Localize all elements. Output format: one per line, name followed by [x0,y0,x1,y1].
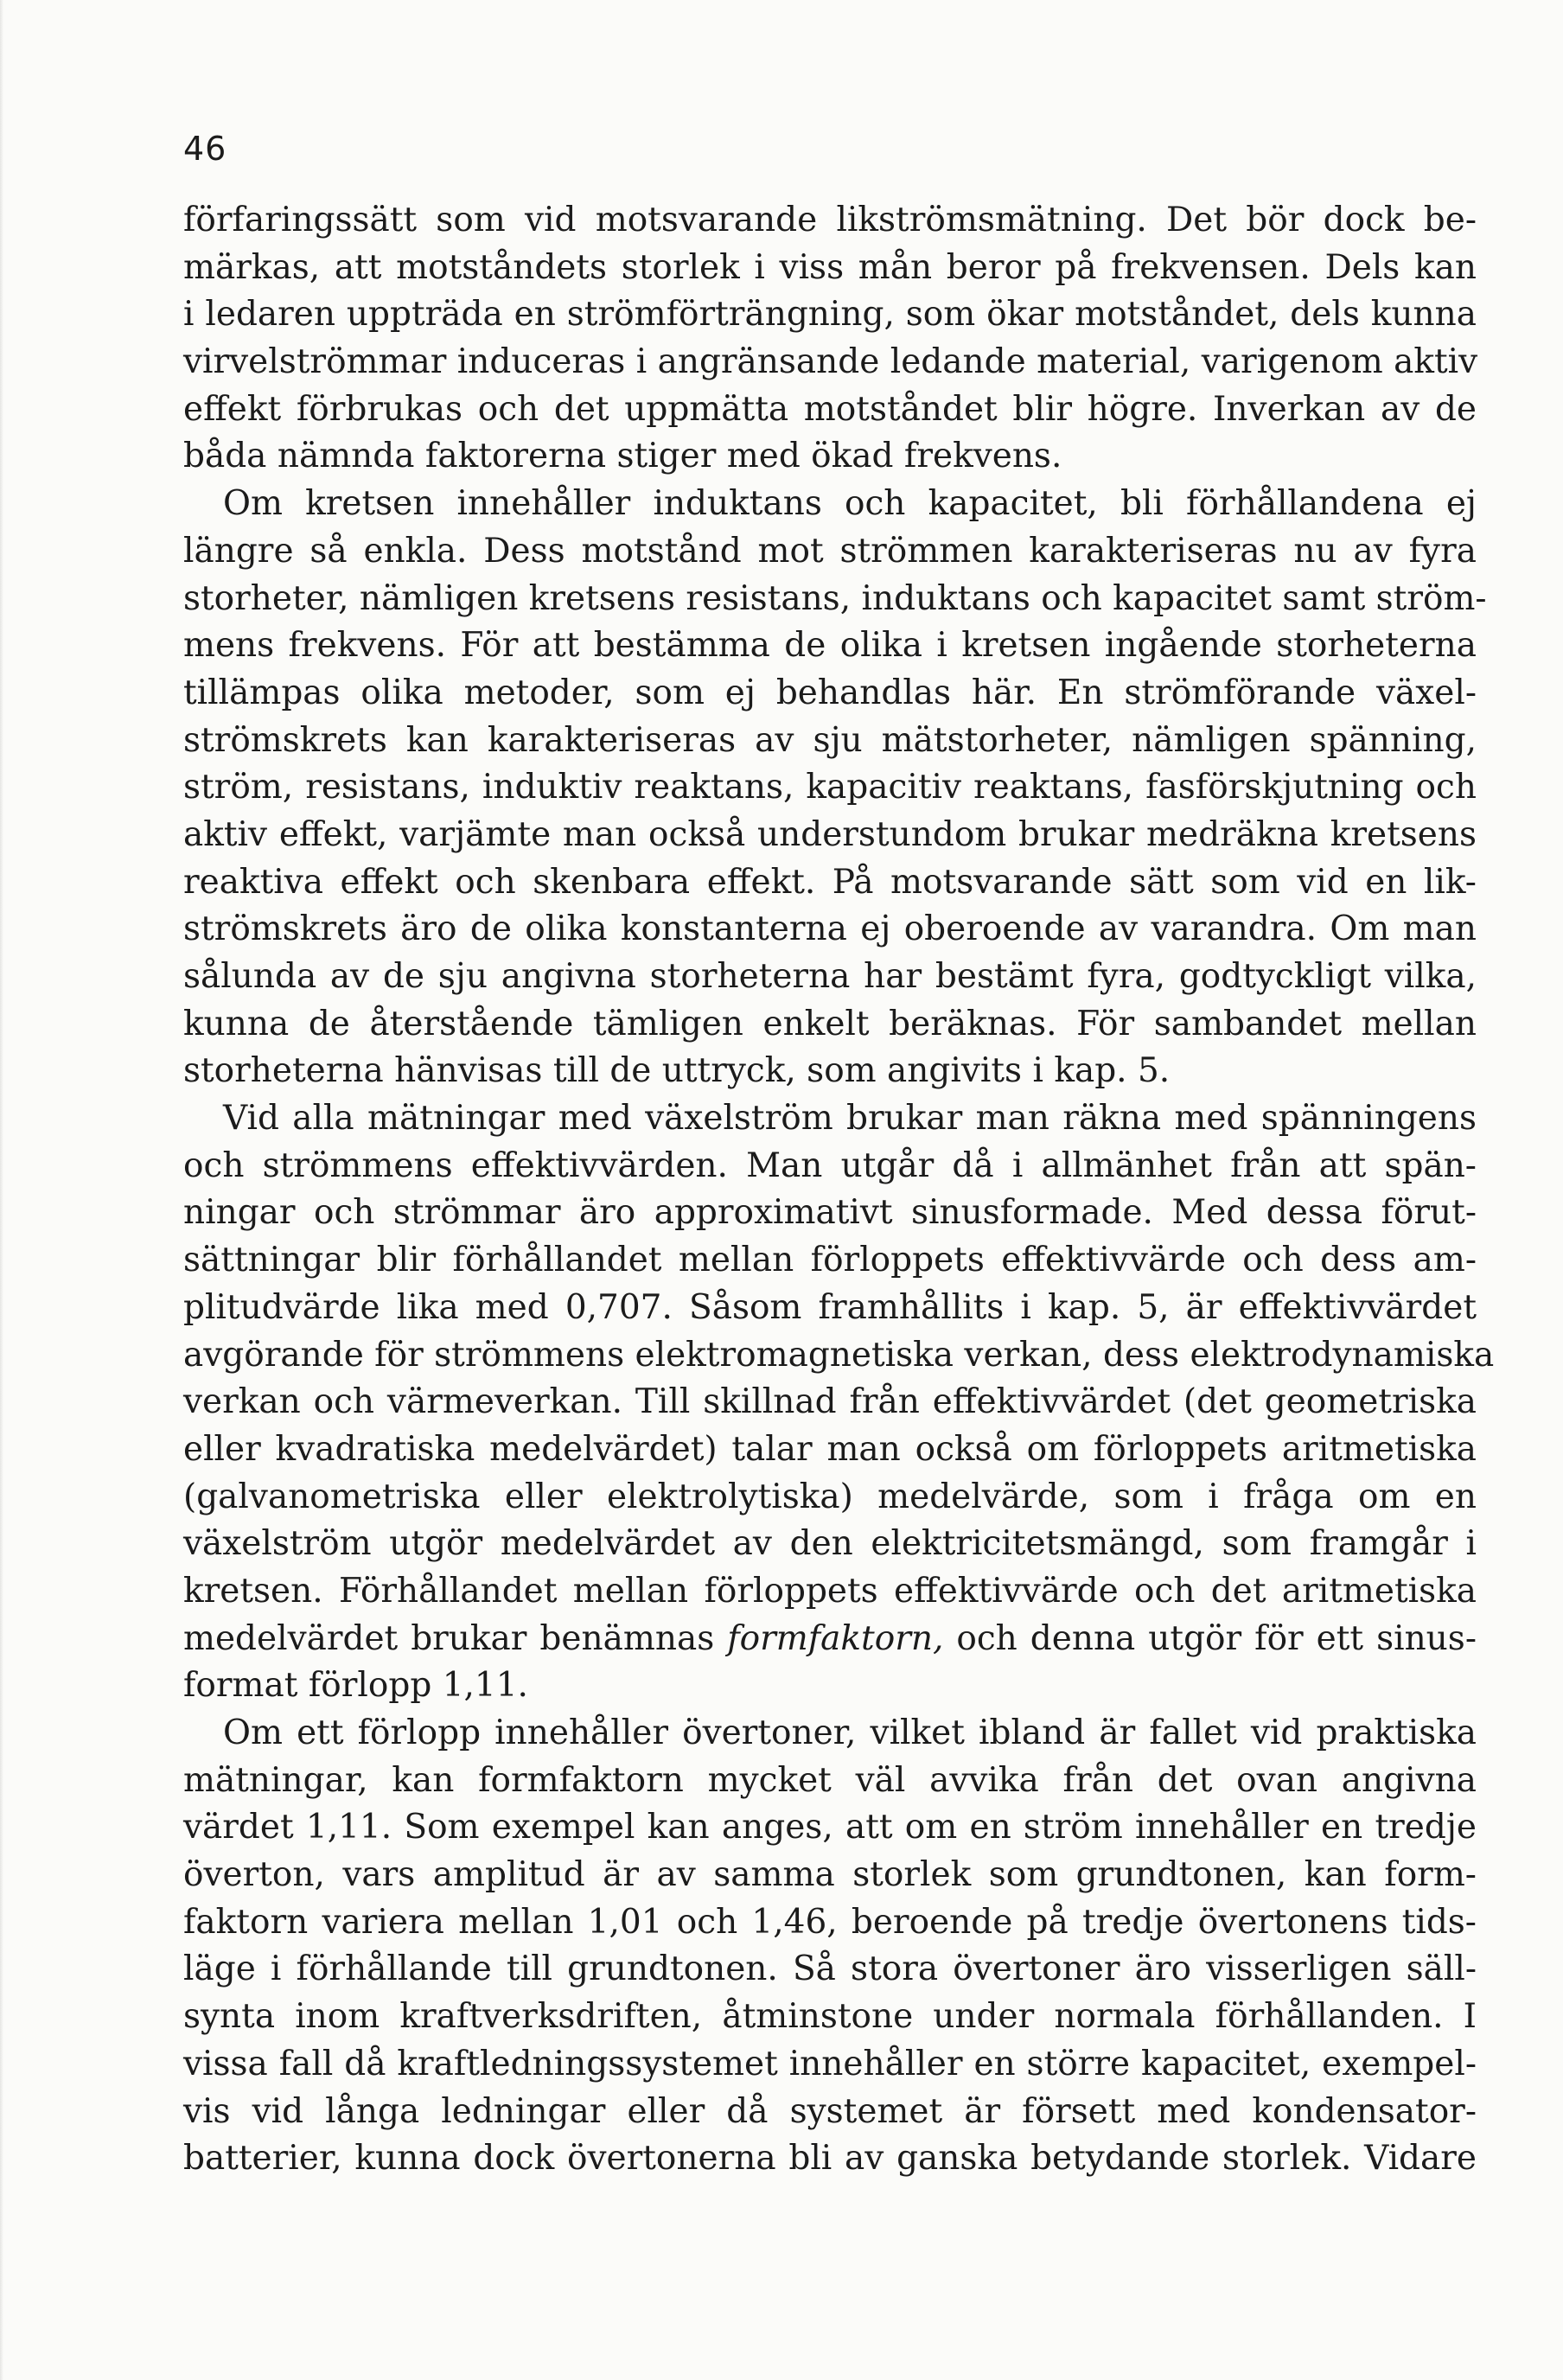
text-segment: medelvärdet brukar benämnas [183,1618,715,1658]
text-line: synta inom kraftverksdriften, åtminstone under normala förhållanden. I [183,1997,1477,2037]
text-line: mätningar, kan formfaktorn mycket väl avvika från det ovan angivna [183,1760,1477,1800]
text-line: aktiv effekt, varjämte man också understundom brukar medräkna kretsens [183,814,1477,854]
page-number: 46 [183,130,227,168]
text-line: och strömmens effektivvärden. Man utgår då i allmänhet från att spän- [183,1145,1477,1185]
text-line: eller kvadratiska medelvärdet) talar man också om förloppets aritmetiska [183,1429,1477,1469]
text-line: i ledaren uppträda en strömförträngning, som ökar motståndet, dels kunna [183,295,1477,335]
text-line: överton, vars amplitud är av samma storlek som grundtonen, kan form- [183,1855,1477,1895]
text-line: format förlopp 1,11. [183,1666,528,1706]
text-line: effekt förbrukas och det uppmätta motståndet blir högre. Inverkan av de [183,389,1477,429]
text-line: mens frekvens. För att bestämma de olika i kretsen ingående storheterna [183,626,1477,666]
text-line: Om ett förlopp innehåller övertoner, vilket ibland är fallet vid praktiska [223,1713,1477,1752]
text-line: (galvanometriska eller elektrolytiska) medelvärde, som i fråga om en [183,1477,1477,1516]
text-line-with-emphasis [183,1616,1477,1663]
text-line: storheter, nämligen kretsens resistans, induktans och kapacitet samt ström- [183,578,1487,618]
text-line: strömskrets äro de olika konstanterna ej oberoende av varandra. Om man [183,909,1477,949]
text-line: reaktiva effekt och skenbara effekt. På motsvarande sätt som vid en lik- [183,862,1477,902]
text-line: sålunda av de sju angivna storheterna har bestämt fyra, godtyckligt vilka, [183,957,1477,996]
text-line: ström, resistans, induktiv reaktans, kapacitiv reaktans, fasförskjutning och [183,768,1477,807]
text-line: förfaringssätt som vid motsvarande likströmsmätning. Det bör dock be- [183,201,1477,239]
text-line: strömskrets kan karakteriseras av sju mätstorheter, nämligen spänning, [183,720,1477,760]
text-line: längre så enkla. Dess motstånd mot strömmen karakteriseras nu av fyra [183,531,1477,571]
text-line: värdet 1,11. Som exempel kan anges, att om en ström innehåller en tredje [183,1808,1477,1847]
text-line: läge i förhållande till grundtonen. Så stora övertoner äro visserligen säll- [183,1949,1477,1989]
scan-edge [0,0,3,2380]
text-line: vis vid långa ledningar eller då systemet är försett med kondensator- [183,2091,1477,2131]
text-line: batterier, kunna dock övertonerna bli av ganska betydande storlek. Vidare [183,2139,1477,2179]
text-line: båda nämnda faktorerna stiger med ökad frekvens. [183,437,1062,476]
emphasized-term: formfaktorn, [727,1618,944,1658]
text-line: verkan och värmeverkan. Till skillnad från effektivvärdet (det geometriska [183,1382,1477,1422]
text-line: märkas, att motståndets storlek i viss mån beror på frekvensen. Dels kan [183,247,1477,287]
text-line: vissa fall då kraftledningssystemet innehåller en större kapacitet, exempel- [183,2044,1477,2083]
body-text [183,197,1495,2183]
text-line: faktorn variera mellan 1,01 och 1,46, beroende på tredje övertonens tids- [183,1902,1477,1942]
text-line: Vid alla mätningar med växelström brukar man räkna med spänningens [223,1099,1477,1139]
text-line: ningar och strömmar äro approximativt sinusformade. Med dessa förut- [183,1193,1477,1233]
text-line: avgörande för strömmens elektromagnetiska verkan, dess elektrodynamiska [183,1335,1495,1375]
text-line: virvelströmmar induceras i angränsande ledande material, varigenom aktiv [183,342,1478,382]
text-line: plitudvärde lika med 0,707. Såsom framhållits i kap. 5, är effektivvärdet [183,1287,1477,1327]
text-segment: och denna utgör för ett sinus- [956,1618,1477,1658]
text-line: växelström utgör medelvärdet av den elektricitetsmängd, som framgår i [183,1524,1477,1564]
text-line: kunna de återstående tämligen enkelt beräknas. För sambandet mellan [183,1004,1477,1043]
text-line: storheterna hänvisas till de uttryck, som angivits i kap. 5. [183,1051,1171,1091]
text-line: sättningar blir förhållandet mellan förloppets effektivvärde och dess am- [183,1241,1477,1280]
text-line: kretsen. Förhållandet mellan förloppets effektivvärde och det aritmetiska [183,1571,1477,1611]
text-line: tillämpas olika metoder, som ej behandlas här. En strömförande växel- [183,673,1477,712]
text-line: Om kretsen innehåller induktans och kapacitet, bli förhållandena ej [223,484,1477,524]
